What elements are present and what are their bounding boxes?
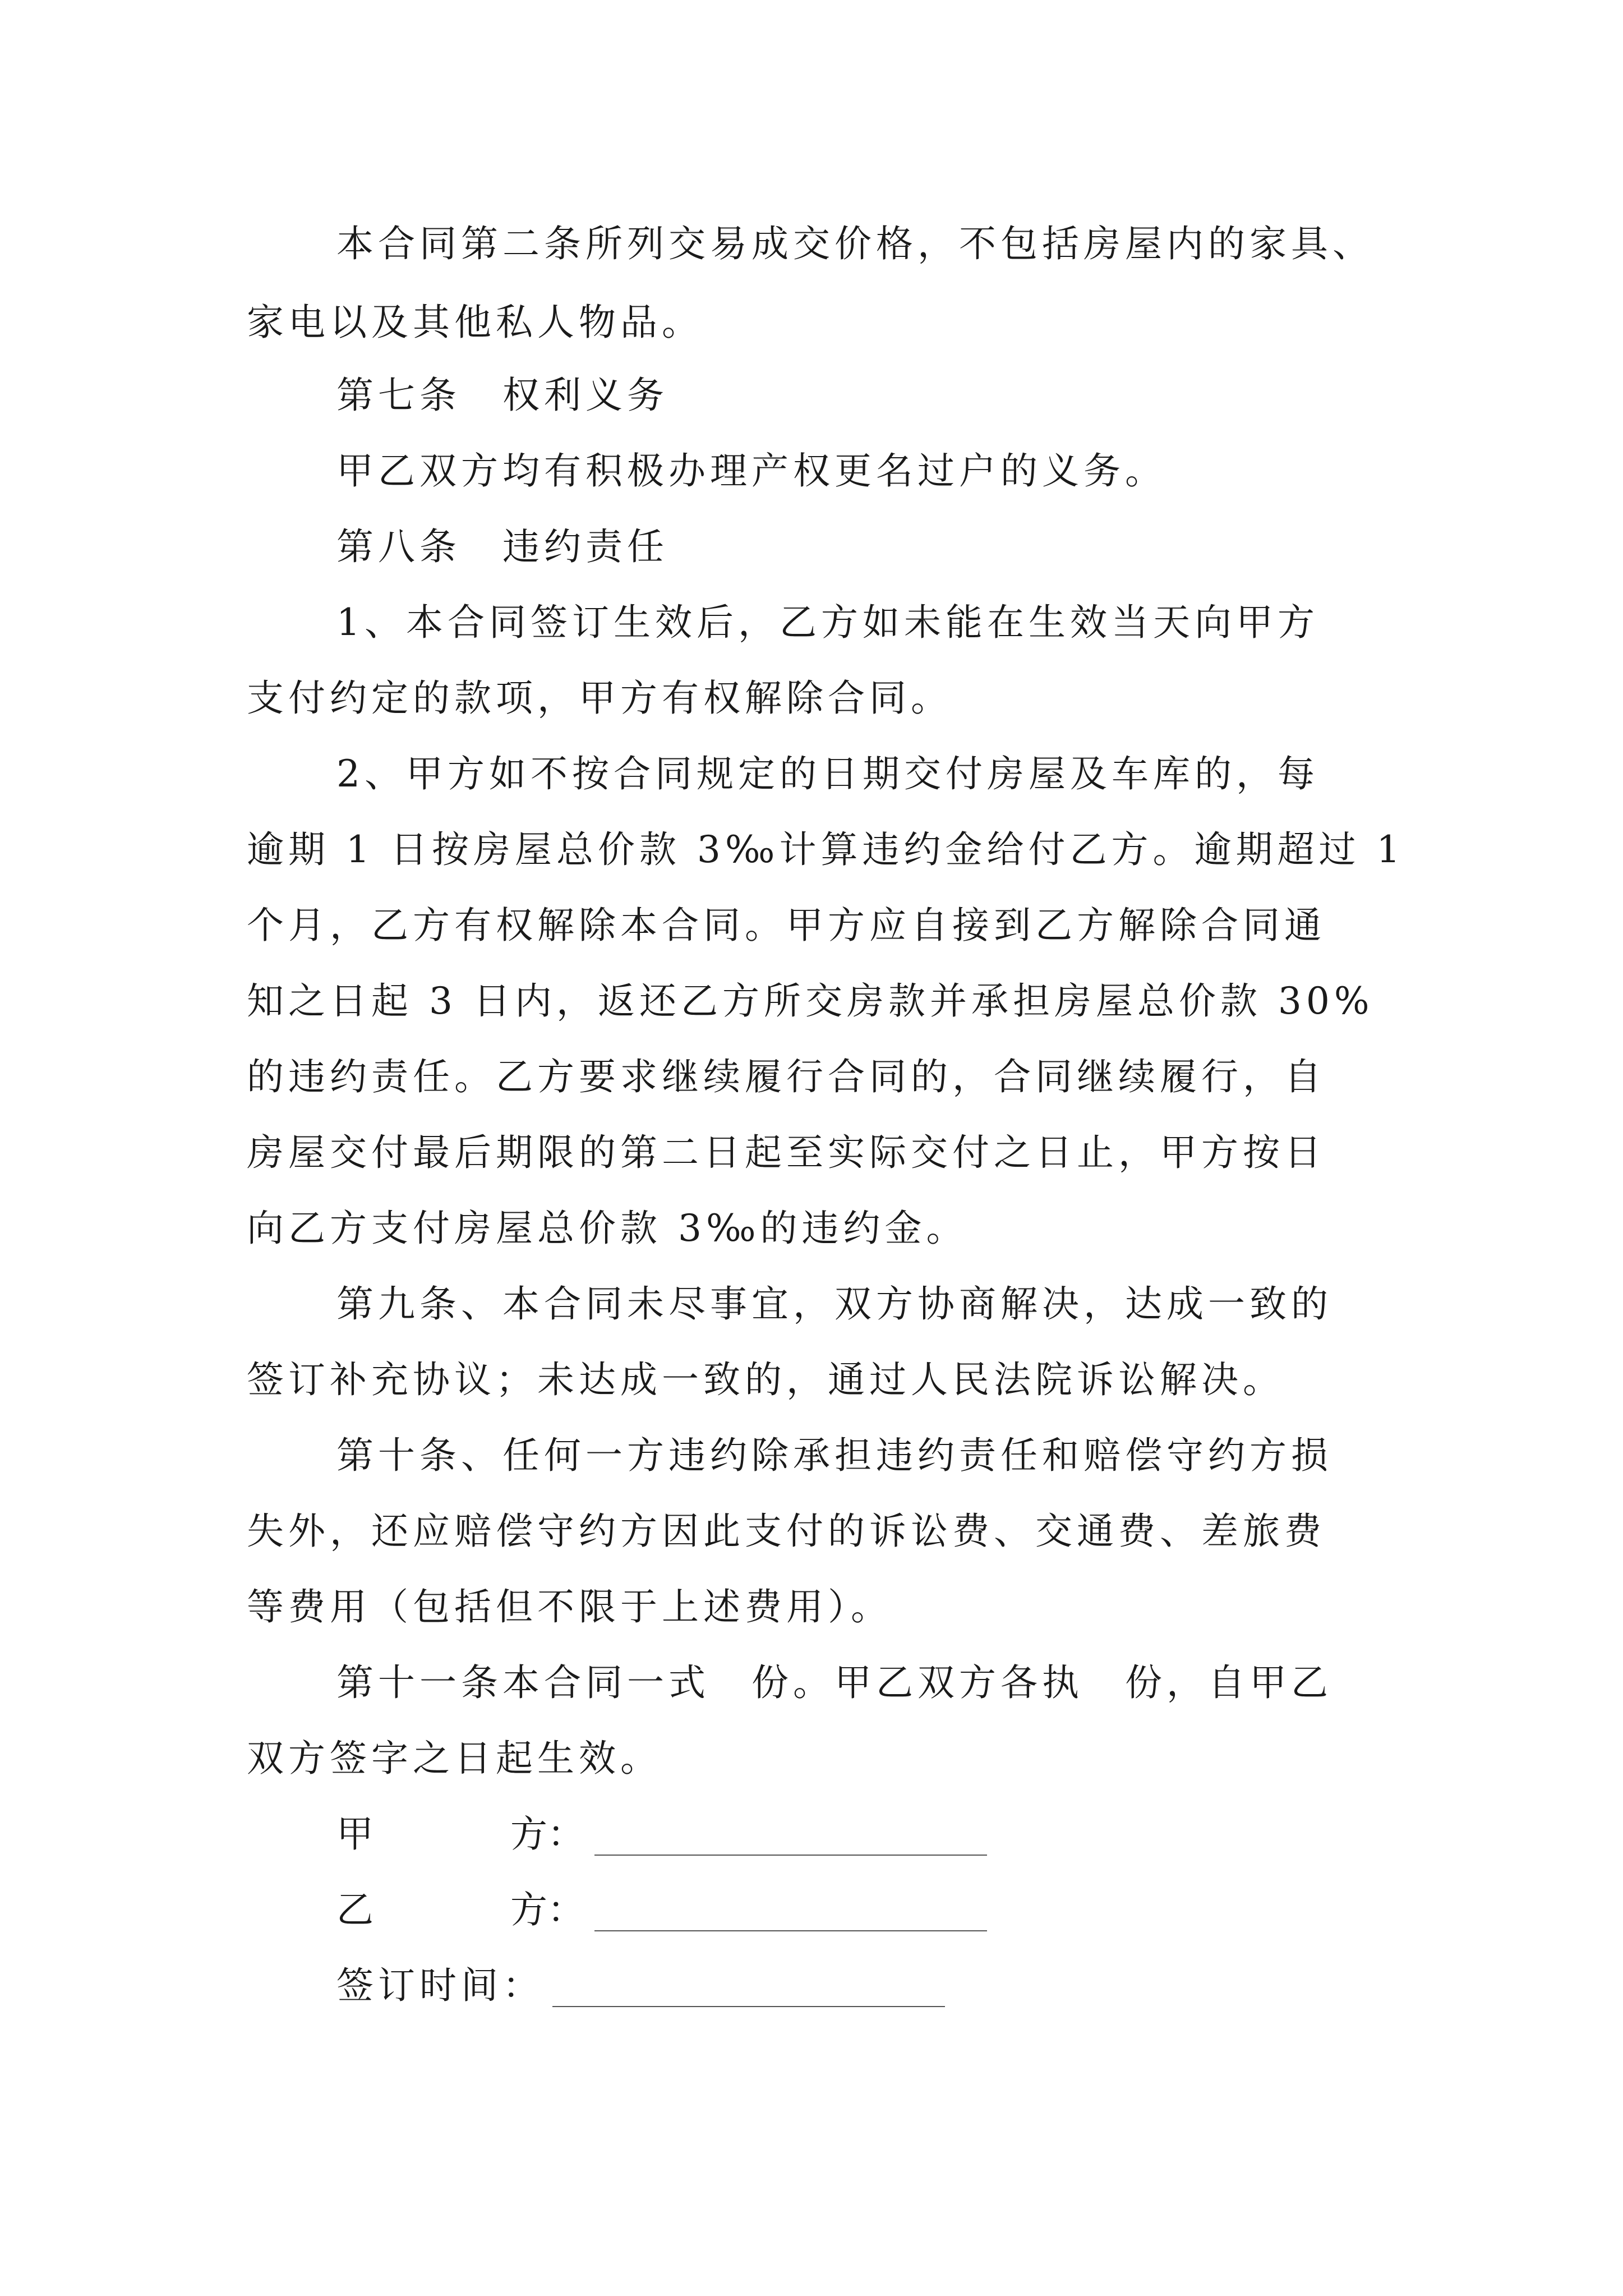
paragraph-line: 签订补充协议；未达成一致的，通过人民法院诉讼解决。 bbox=[247, 1358, 1284, 1401]
paragraph-line: 向乙方支付房屋总价款 3‰的违约金。 bbox=[247, 1207, 968, 1250]
paragraph-line: 家电以及其他私人物品。 bbox=[247, 301, 703, 344]
paragraph-line: 知之日起 3 日内，返还乙方所交房款并承担房屋总价款 30% bbox=[247, 979, 1374, 1023]
paragraph-line: 本合同第二条所列交易成交价格，不包括房屋内的家具、 bbox=[336, 222, 1374, 265]
paragraph-line: 逾期 1 日按房屋总价款 3‰计算违约金给付乙方。逾期超过 1 bbox=[247, 828, 1405, 871]
paragraph-line: 1、本合同签订生效后，乙方如未能在生效当天向甲方 bbox=[336, 601, 1319, 644]
paragraph-line: 个月，乙方有权解除本合同。甲方应自接到乙方解除合同通 bbox=[247, 904, 1326, 947]
party-b-signature-blank[interactable] bbox=[594, 1930, 987, 1931]
paragraph-line: 等费用（包括但不限于上述费用）。 bbox=[247, 1585, 892, 1628]
sign-time-blank[interactable] bbox=[552, 2006, 945, 2007]
sign-time-label: 签订时间： bbox=[336, 1964, 544, 2007]
paragraph-line: 第十条、任何一方违约除承担违约责任和赔偿守约方损 bbox=[336, 1434, 1332, 1477]
party-a-signature-blank[interactable] bbox=[594, 1855, 987, 1856]
party-a-signature-row bbox=[336, 1812, 1009, 1857]
paragraph-line: 2、甲方如不按合同规定的日期交付房屋及车库的，每 bbox=[336, 752, 1319, 795]
party-b-signature-row bbox=[336, 1888, 1009, 1932]
paragraph-line: 甲乙双方均有积极办理产权更名过户的义务。 bbox=[336, 449, 1166, 493]
paragraph-line: 第九条、本合同未尽事宜，双方协商解决，达成一致的 bbox=[336, 1282, 1332, 1326]
paragraph-line: 失外，还应赔偿守约方因此支付的诉讼费、交通费、差旅费 bbox=[247, 1510, 1326, 1553]
party-b-label-suffix: 方： bbox=[510, 1888, 584, 1931]
paragraph-line: 的违约责任。乙方要求继续履行合同的，合同继续履行，自 bbox=[247, 1055, 1326, 1098]
party-a-label-char: 甲 bbox=[336, 1812, 374, 1856]
paragraph-line: 支付约定的款项，甲方有权解除合同。 bbox=[247, 677, 952, 720]
article-7-title: 第七条 权利义务 bbox=[336, 374, 668, 417]
party-b-label-char: 乙 bbox=[336, 1888, 374, 1931]
paragraph-line: 房屋交付最后期限的第二日起至实际交付之日止，甲方按日 bbox=[247, 1131, 1326, 1174]
article-8-title: 第八条 违约责任 bbox=[336, 525, 668, 568]
paragraph-line: 第十一条本合同一式 份。甲乙双方各执 份，自甲乙 bbox=[336, 1661, 1332, 1704]
party-a-label-suffix: 方： bbox=[510, 1812, 584, 1856]
sign-time-row bbox=[336, 1963, 1009, 2008]
paragraph-line: 双方签字之日起生效。 bbox=[247, 1737, 662, 1780]
